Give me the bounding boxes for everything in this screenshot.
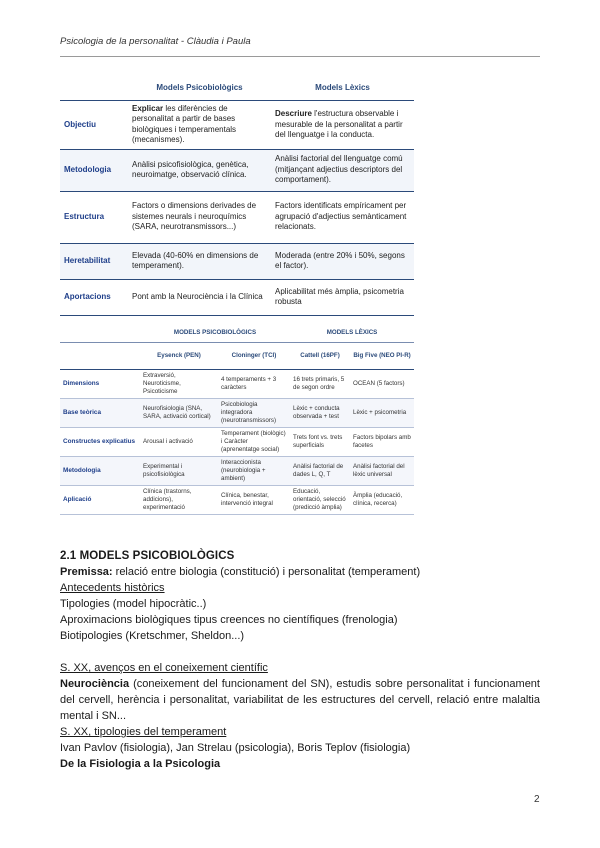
table1-cell: Factors o dimensions derivades de sistemes neurals i neuroquímics (SARA, neurotransmissors...) xyxy=(128,191,271,243)
table1-cell: Moderada (entre 20% i 50%, segons el factor). xyxy=(271,243,414,279)
table2-group-psico: MODELS PSICOBIOLÒGICS xyxy=(140,324,290,343)
table2-row-label: Dimensions xyxy=(60,370,140,399)
table2-group-lexic: MODELS LÈXICS xyxy=(290,324,414,343)
table2-cell: Clínica (trastorns, addicions), experimentació xyxy=(140,486,218,515)
table2-cell: Factors bipolars amb facetes xyxy=(350,428,414,457)
table2-cell: Extraversió, Neuroticisme, Psicoticisme xyxy=(140,370,218,399)
comparison-table-summary xyxy=(60,76,414,316)
table2-row-label: Base teòrica xyxy=(60,399,140,428)
table1-header-lexic: Models Lèxics xyxy=(271,76,414,101)
table1-cell: Descriure l'estructura observable i mesurable de la personalitat a partir del llenguatge i la conducta. xyxy=(271,101,414,150)
table2-cell: Clínica, benestar, intervenció integral xyxy=(218,486,290,515)
neurociencia-label: Neurociència xyxy=(60,678,130,690)
closing-line: De la Fisiologia a la Psicologia xyxy=(60,758,221,770)
table2-row-label: Constructes explicatius xyxy=(60,428,140,457)
table2-cell: Lèxic + conducta observada + test xyxy=(290,399,350,428)
table2-cell: Anàlisi factorial del lèxic universal xyxy=(350,457,414,486)
table1-row-label: Metodologia xyxy=(60,149,128,191)
sxx-subheading-advances: S. XX, avenços en el coneixement científic xyxy=(60,662,268,674)
table1-header-psico: Models Psicobiològics xyxy=(128,76,271,101)
text-line: Tipologies (model hipocràtic..) xyxy=(60,598,207,610)
text-line: Biotipologies (Kretschmer, Sheldon...) xyxy=(60,630,245,642)
table1-cell: Anàlisi factorial del llenguatge comú (mitjançant adjectius descriptors del comportament). xyxy=(271,149,414,191)
text-line: Ivan Pavlov (fisiologia), Jan Strelau (psicologia), Boris Teplov (fisiologia) xyxy=(60,742,411,754)
table2-cell: Trets font vs. trets superficials xyxy=(290,428,350,457)
table2-cell: Psicobiologia integradora (neurotransmissors) xyxy=(218,399,290,428)
table1-cell: Aplicabilitat més àmplia, psicometria robusta xyxy=(271,279,414,315)
table2-cell: Lèxic + psicometria xyxy=(350,399,414,428)
sxx-subheading-temperament: S. XX, tipologies del temperament xyxy=(60,726,227,738)
table2-cell: Experimental i psicofisiològica xyxy=(140,457,218,486)
table2-corner-sub xyxy=(60,343,140,370)
body-text xyxy=(60,548,540,772)
table1-row-label: Heretabilitat xyxy=(60,243,128,279)
table2-row-label: Aplicació xyxy=(60,486,140,515)
table2-cell: Interaccionista (neurobiologia + ambient) xyxy=(218,457,290,486)
table2-model-header: Eysenck (PEN) xyxy=(140,343,218,370)
table2-row-label: Metodologia xyxy=(60,457,140,486)
table1-row-label: Estructura xyxy=(60,191,128,243)
text-line: Aproximacions biològiques tipus creences no científiques (frenologia) xyxy=(60,614,398,626)
table2-cell: 4 temperaments + 3 caràcters xyxy=(218,370,290,399)
table1-corner xyxy=(60,76,128,101)
table2-cell: 16 trets primaris, 5 de segon ordre xyxy=(290,370,350,399)
table1-cell: Explicar les diferències de personalitat a partir de bases biològiques i temperamentals (mecanismes). xyxy=(128,101,271,150)
table1-cell: Elevada (40-60% en dimensions de temperament). xyxy=(128,243,271,279)
table1-row-label: Aportacions xyxy=(60,279,128,315)
table2-cell: Anàlisi factorial de dades L, Q, T xyxy=(290,457,350,486)
table2-cell: Temperament (biològic) i Caràcter (aprenentatge social) xyxy=(218,428,290,457)
premissa-line: Premissa: relació entre biologia (constitució) i personalitat (temperament) xyxy=(60,566,421,578)
table2-model-header: Big Five (NEO PI-R) xyxy=(350,343,414,370)
table1-cell: Anàlisi psicofisiològica, genètica, neuroimatge, observació clínica. xyxy=(128,149,271,191)
table1-cell: Pont amb la Neurociència i la Clínica xyxy=(128,279,271,315)
table1-row-label: Objectiu xyxy=(60,101,128,150)
running-header: Psicologia de la personalitat - Clàudia i Paula xyxy=(60,36,251,47)
table2-cell: OCEAN (5 factors) xyxy=(350,370,414,399)
header-divider xyxy=(60,56,540,57)
neurociencia-paragraph: Neurociència (coneixement del funcionament del SN), estudis sobre personalitat i funcionament del cervell, herència i personalitat, variabilitat de les estructures del cervell, relació entre malaltia mental i SN... xyxy=(60,678,540,722)
table2-cell: Neurofisiologia (SNA, SARA, activació cortical) xyxy=(140,399,218,428)
table2-cell: Educació, orientació, selecció (predicció àmplia) xyxy=(290,486,350,515)
table2-cell: Àmplia (educació, clínica, recerca) xyxy=(350,486,414,515)
page-number: 2 xyxy=(534,794,540,805)
table2-cell: Arousal i activació xyxy=(140,428,218,457)
table2-corner xyxy=(60,324,140,343)
table1-cell: Factors identificats empíricament per agrupació d'adjectius semànticament relacionats. xyxy=(271,191,414,243)
section-heading: 2.1 MODELS PSICOBIOLÒGICS xyxy=(60,550,235,562)
premissa-label: Premissa: xyxy=(60,566,113,578)
table2-model-header: Cattell (16PF) xyxy=(290,343,350,370)
comparison-table-models xyxy=(60,324,414,515)
table2-model-header: Cloninger (TCI) xyxy=(218,343,290,370)
antecedents-subheading: Antecedents històrics xyxy=(60,582,165,594)
